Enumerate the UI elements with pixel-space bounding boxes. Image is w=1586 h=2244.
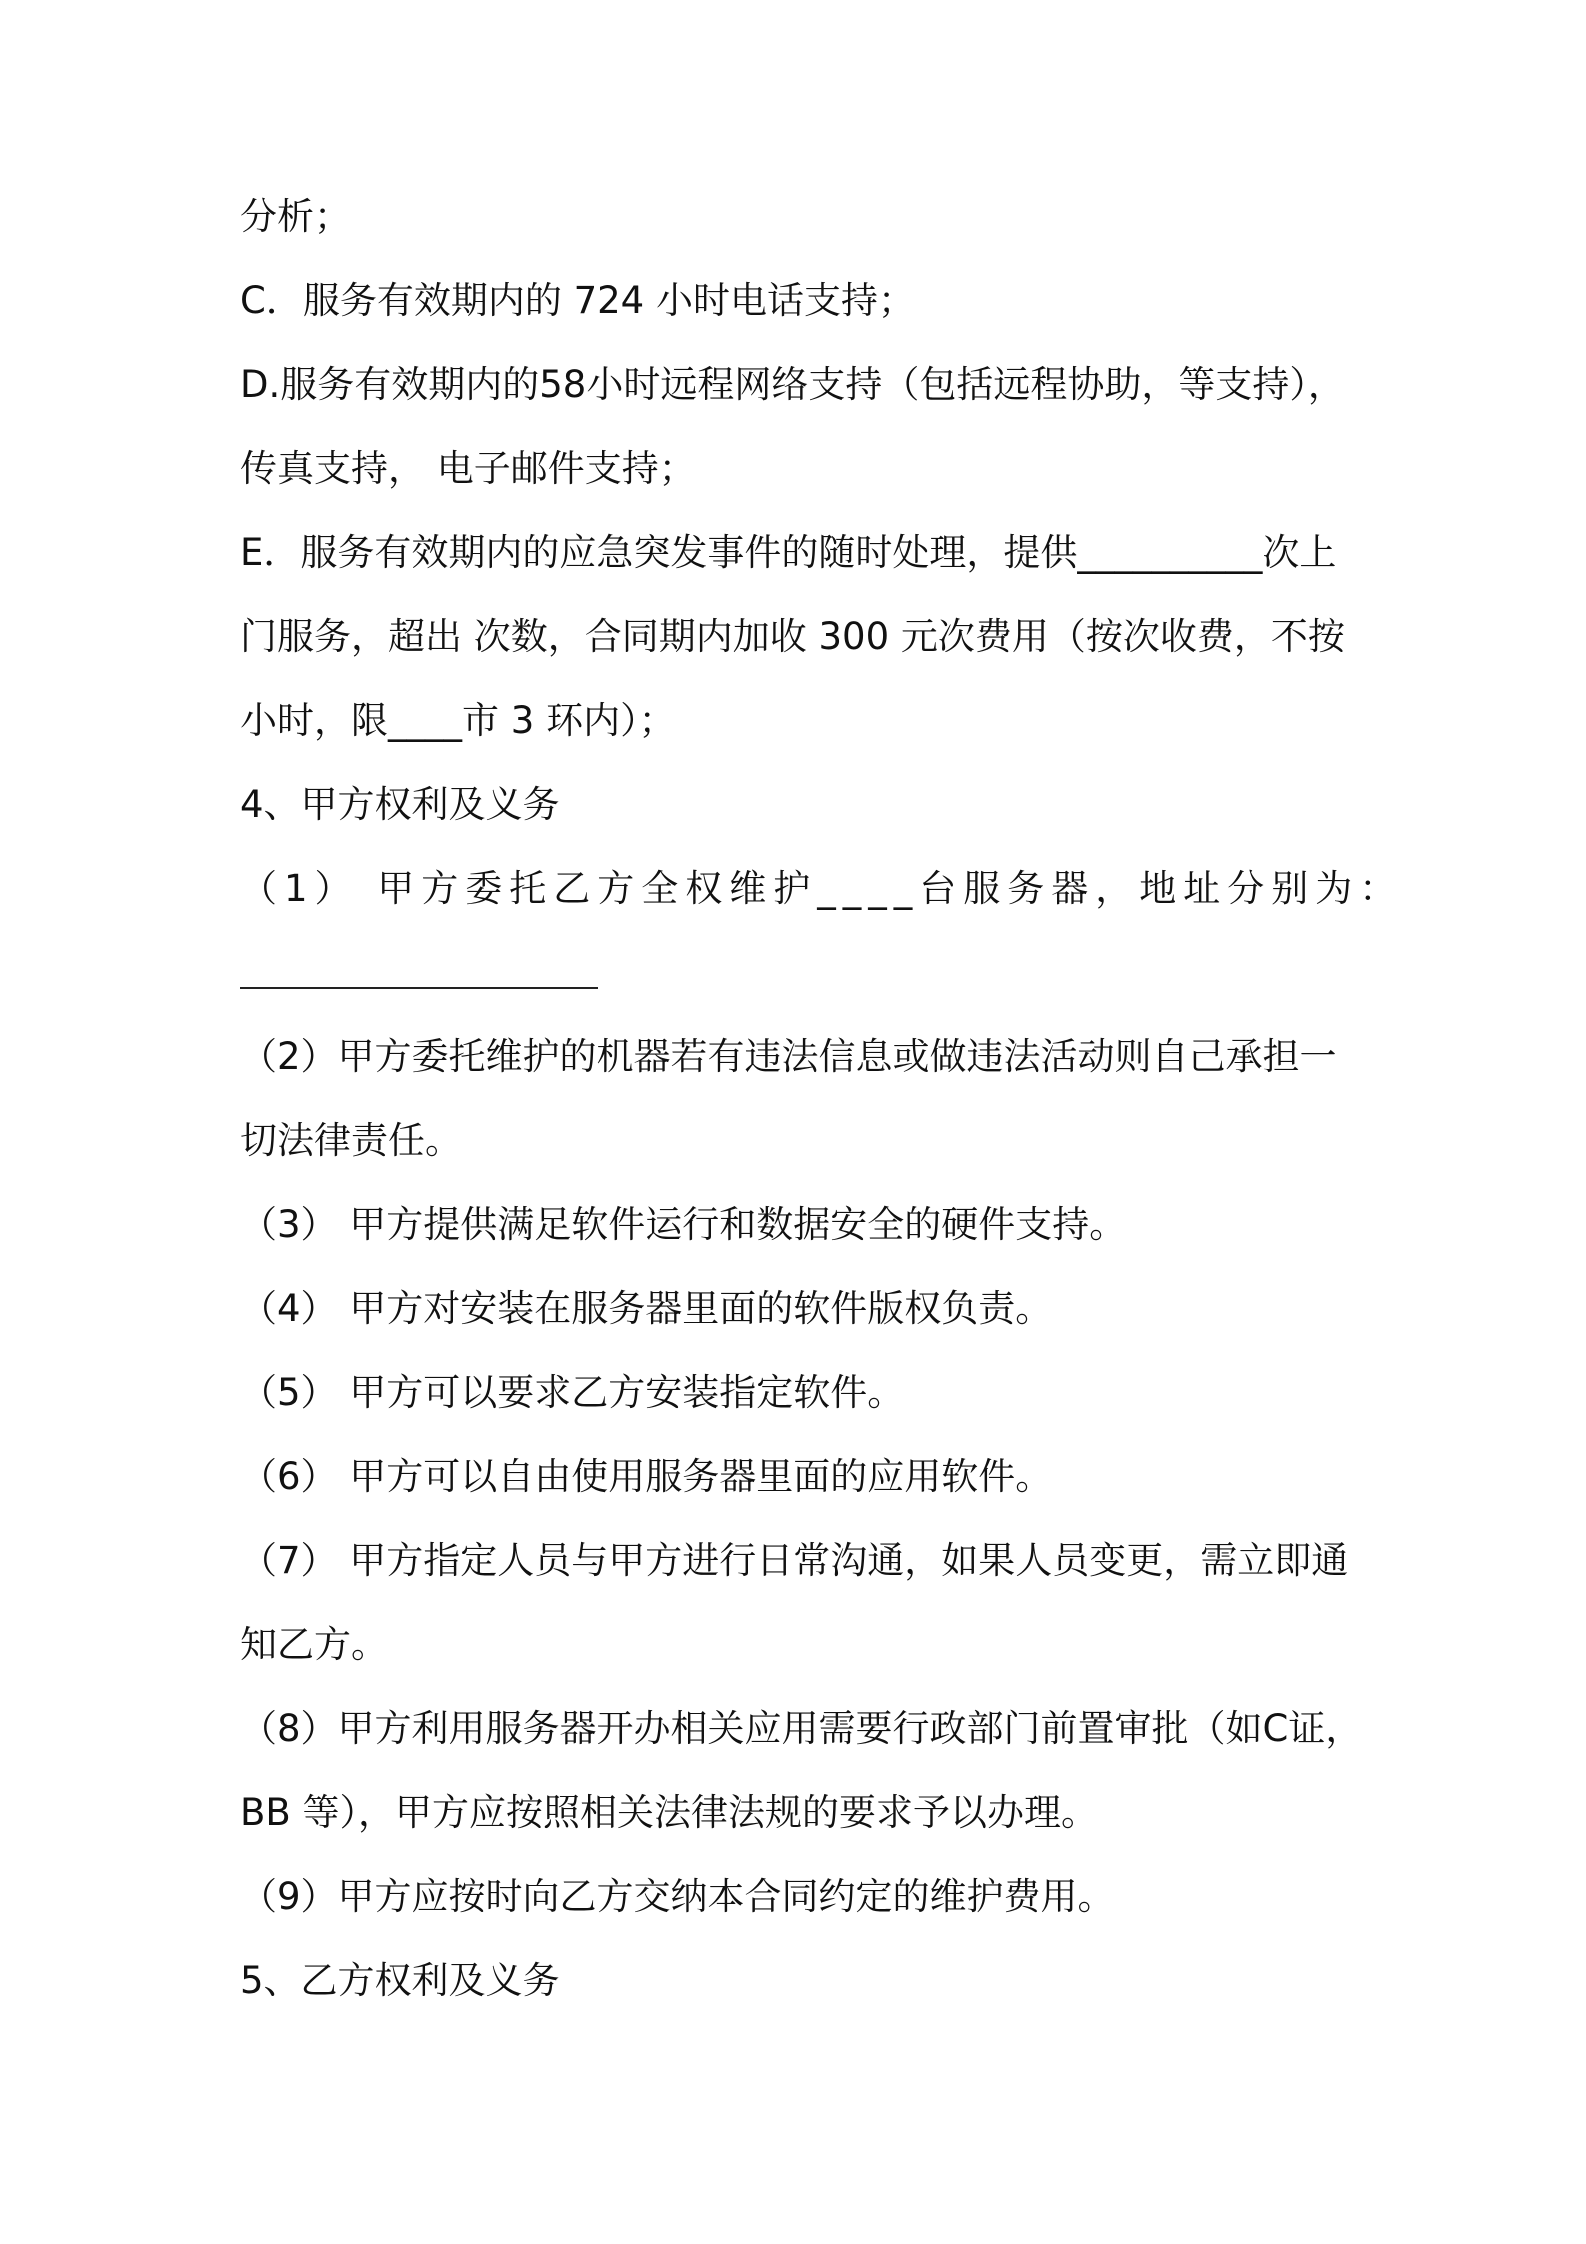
- section-heading: 4、甲方权利及义务: [240, 783, 560, 826]
- section-heading: 5、乙方权利及义务: [240, 1959, 560, 2002]
- text-line: 分析；: [240, 195, 351, 238]
- text-line: 小时，限____市 3 环内）；: [240, 699, 676, 742]
- fill-in-blank-line: [240, 987, 598, 989]
- text-line: E．服务有效期内的应急突发事件的随时处理，提供__________次上: [240, 531, 1337, 574]
- text-line: （1） 甲方委托乙方全权维护____台服务器，地址分别为：: [240, 867, 1404, 910]
- text-line: 门服务，超出 次数，合同期内加收 300 元次费用（按次收费，不按: [240, 615, 1345, 658]
- text-line: 传真支持， 电子邮件支持；: [240, 447, 696, 490]
- text-line: （2）甲方委托维护的机器若有违法信息或做违法活动则自己承担一: [240, 1035, 1337, 1078]
- text-line: （8）甲方利用服务器开办相关应用需要行政部门前置审批（如C证，: [240, 1707, 1363, 1750]
- text-line: 知乙方。: [240, 1623, 388, 1666]
- text-line: C．服务有效期内的 724 小时电话支持；: [240, 279, 915, 322]
- text-line: （6） 甲方可以自由使用服务器里面的应用软件。: [240, 1455, 1053, 1498]
- text-line: （3） 甲方提供满足软件运行和数据安全的硬件支持。: [240, 1203, 1127, 1246]
- text-line: 切法律责任。: [240, 1119, 462, 1162]
- text-line: D.服务有效期内的58小时远程网络支持（包括远程协助，等支持），: [240, 363, 1345, 406]
- text-line: （7） 甲方指定人员与甲方进行日常沟通，如果人员变更，需立即通: [240, 1539, 1349, 1582]
- text-line: BB 等），甲方应按照相关法律法规的要求予以办理。: [240, 1791, 1099, 1834]
- text-line: （5） 甲方可以要求乙方安装指定软件。: [240, 1371, 905, 1414]
- text-line: （4） 甲方对安装在服务器里面的软件版权负责。: [240, 1287, 1053, 1330]
- text-line: （9）甲方应按时向乙方交纳本合同约定的维护费用。: [240, 1875, 1115, 1918]
